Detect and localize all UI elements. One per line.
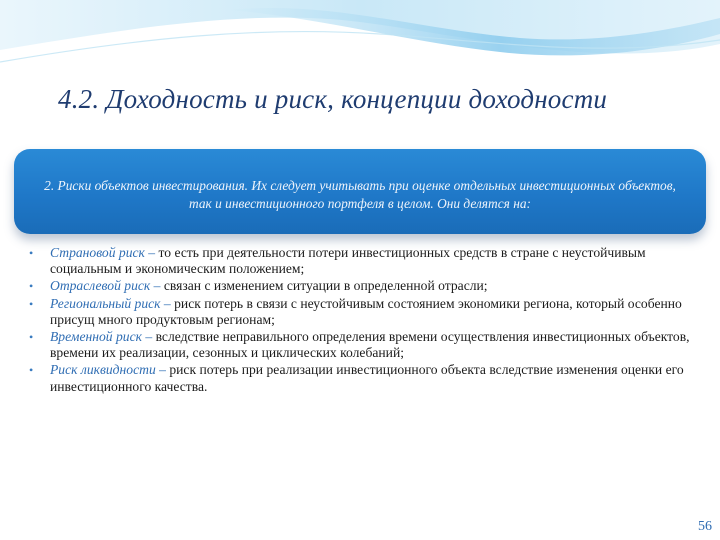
bullet-icon: •	[29, 296, 34, 311]
risk-description: риск потерь при реализации инвестиционного объекта вследствие изменения оценки его инвестиционного качества.	[50, 362, 684, 394]
list-item	[20, 296, 700, 328]
bullet-icon: •	[29, 330, 34, 345]
risk-description: связан с изменением ситуации в определенной отрасли;	[160, 278, 488, 294]
bullet-icon: •	[29, 363, 34, 378]
list-item	[20, 329, 700, 361]
slide-title: 4.2. Доходность и риск, концепции доходности	[58, 84, 608, 114]
risk-term: Временной риск –	[50, 329, 153, 345]
bullet-icon: •	[29, 279, 34, 294]
risk-term: Региональный риск –	[50, 295, 171, 311]
risk-term: Страновой риск –	[50, 245, 156, 260]
risk-description: то есть при деятельности потери инвестиционных средств в стране с неустойчивым социальным и экономическим положением;	[50, 245, 646, 277]
panel-text: 2. Риски объектов инвестирования. Их следует учитывать при оценке отдельных инвестиционных объектов, так и инвестиционного портфеля в целом. Они делятся на:	[44, 178, 676, 211]
risk-term: Риск ликвидности –	[50, 362, 166, 378]
risk-term: Отраслевой риск –	[50, 278, 161, 294]
risk-category-panel	[14, 149, 706, 234]
list-item	[20, 245, 700, 277]
risk-description: вследствие неправильного определения времени осуществления инвестиционных объектов, времени их реализации, сезонных и циклических колебаний;	[50, 329, 690, 361]
risk-description: риск потерь в связи с неустойчивым состоянием экономики региона, который особенно присущ много продуктовым регионам;	[50, 295, 682, 327]
risk-list	[20, 245, 700, 396]
list-item	[20, 278, 700, 294]
list-item	[20, 362, 700, 394]
page-number: 56	[698, 519, 712, 534]
bullet-icon: •	[29, 246, 34, 260]
